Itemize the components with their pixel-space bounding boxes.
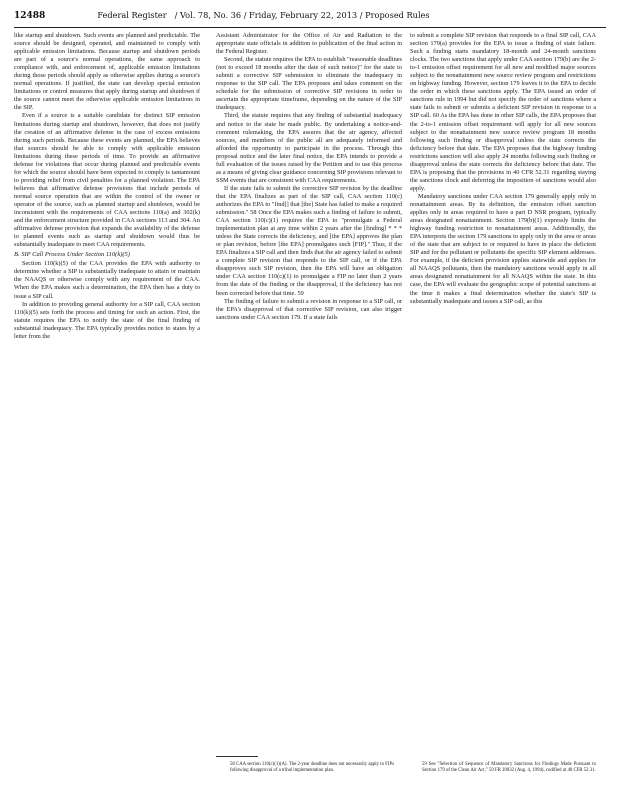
text-column-2 xyxy=(216,32,402,624)
text-column-1 xyxy=(14,32,200,784)
paragraph: In addition to providing general authority for a SIP call, CAA section 110(k)(5) sets forth the process and timing for such an action. First, the statute requires the EPA to notify the state of the final finding of substantial inadequacy. The EPA typically provides notice to states by a letter from the xyxy=(14,300,200,340)
paragraph: Even if a source is a suitable candidate for distinct SIP emission limitations during startup and shutdown, however, that does not justify the creation of an affirmative defense in the case of excess emissions during such periods. Because these events are planned, the EPA believes that sources should be able to comply with applicable emission limitations during these periods of time. To provide an affirmative defense for violations that occur during planned and predictable events for which the source should have been expected to comply is tantamount to providing relief from civil penalties for a planned violation. The EPA believes that affirmative defense provisions that include periods of normal source operation that are within the control of the owner or operator of the source, such as planned startup and shutdown, would be inconsistent with the requirements of CAA sections 110(a) and 302(k) and the enforcement structure provided in CAA sections 113 and 304. An affirmative defense provision that expands the availability of the defense to planned events such as startup and shutdown would thus be substantially inadequate to meet CAA requirements. xyxy=(14,112,200,249)
footnote: 59 See "Selection of Sequence of Mandatory Sanctions for Findings Made Pursuant to Section 179 of the Clean Air Act," 59 FR 39832 (Aug. 4, 1994), codified at 40 CFR 52.31. xyxy=(422,762,596,773)
paragraph: Section 110(k)(5) of the CAA provides the EPA with authority to determine whether a SIP is substantially inadequate to attain or maintain the NAAQS or otherwise comply with any requirement of the CAA. When the EPA makes such a determination, the EPA then has a duty to issue a SIP call. xyxy=(14,260,200,300)
publication-name: Federal Register xyxy=(97,10,167,20)
paragraph: Third, the statute requires that any finding of substantial inadequacy and notice to the state be made public. By undertaking a notice-and-comment rulemaking, the EPA assures that the air agency, affected sources, and members of the public all are adequately informed and afforded the opportunity to participate in the process. Through this proposal notice and the later final notice, the EPA intends to provide a full evaluation of the issues raised by the Petition and to use this process as a means of giving clear guidance concerning SIP provisions relevant to SSM events that are consistent with CAA requirements. xyxy=(216,112,402,184)
issue-info: / Vol. 78, No. 36 / Friday, February 22, 2013 / Proposed Rules xyxy=(174,10,430,20)
paragraph: The finding of failure to submit a revision in response to a SIP call, or the EPA's disapproval of that corrective SIP revision, can also trigger sanctions under CAA section 179. If a state fails xyxy=(216,297,402,321)
footnote-block-2 xyxy=(422,762,596,775)
page-number: 12488 xyxy=(14,11,46,21)
section-heading: B. SIP Call Process Under Section 110(k)(5) xyxy=(14,251,130,259)
running-header xyxy=(14,10,608,26)
paragraph: Assistant Administrator for the Office of Air and Radiation to the appropriate state officials in addition to publication of the final action in the Federal Register. xyxy=(216,32,402,56)
header-rule xyxy=(14,27,606,28)
footnote-rule xyxy=(216,756,258,757)
paragraph: Mandatory sanctions under CAA section 179 generally apply only in nonattainment areas. By its definition, the emission offset sanction applies only in areas required to have a part D NSR program, typically areas designated nonattainment. Section 179(b)(1) expressly limits the highway funding restriction to nonattainment areas. Additionally, the EPA interprets the section 179 sanctions to apply only in the area or areas of the state that are subject to or required to have in place the deficient SIP and for the pollutant or pollutants the specific SIP element addresses. For example, if the deficient provision applies statewide and applies for all NAAQS pollutants, then the mandatory sanctions would apply in all areas designated nonattainment for all NAAQS within the state. In this case, the EPA will evaluate the geographic scope of potential sanctions at the time it makes a final determination whether the state's SIP is substantially inadequate and issues a SIP call, as this xyxy=(410,192,596,305)
paragraph: If the state fails to submit the corrective SIP revision by the deadline that the EPA finalizes as part of the SIP call, CAA section 110(c) authorizes the EPA to "find[] that [the] State has failed to make a required submission." 58 Once the EPA makes such a finding of failure to submit, CAA section 110(c)(1) requires the EPA to "promulgate a Federal implementation plan at any time within 2 years after the [finding] * * * unless the State corrects the deficiency, and [the EPA] approves the plan or plan revision, before [the EPA] promulgates such [FIP]." Thus, if the EPA finalizes a SIP call and then finds that the air agency failed to submit a complete SIP revision that responds to the SIP call, or if the EPA disapproves such SIP revision, then the EPA will have an obligation under CAA section 110(c)(1) to promulgate a FIP no later than 2 years from the date of the finding or the disapproval, if the deficiency has not been corrected before that time. 59 xyxy=(216,184,402,297)
footnote: 58 CAA section 110(c)(1)(A). The 2-year deadline does not necessarily apply to FIPs following disapproval of a tribal implementation plan. xyxy=(230,762,394,773)
paragraph: like startup and shutdown. Such events are planned and predictable. The source should be designed, operated, and maintained to comply with applicable emission limitations. Because startup and shutdown periods are part of a source's normal operations, the same approach to compliance with, and enforcement of, applicable emission limitations during those periods should apply as otherwise applies during a source's normal operations. If justified, the state can develop special emission limitations or control measures that apply during startup and shutdown if the source cannot meet the otherwise applicable emission limitations in the SIP. xyxy=(14,32,200,112)
paragraph: Second, the statute requires the EPA to establish "reasonable deadlines (not to exceed 18 months after the date of such notice)" for the state to submit a corrective SIP submission to eliminate the inadequacy in response to the SIP call. The EPA proposes and takes comment on the schedule for the submission of corrective SIP revisions in order to ascertain the appropriate timeframe, depending on the nature of the SIP inadequacy. xyxy=(216,56,402,112)
footnote-block-1 xyxy=(230,762,394,775)
text-column-3 xyxy=(410,32,596,778)
paragraph: to submit a complete SIP revision that responds to a final SIP call, CAA section 179(a) provides for the EPA to issue a finding of state failure. Such a finding starts mandatory 18-month and 24-month sanctions clocks. The two sanctions that apply under CAA section 179(b) are the 2-to-1 emission offset requirement for all new and modified major sources subject to the nonattainment new source review program and restrictions on highway funding. However, section 179 leaves it to the EPA to decide the order in which these sanctions apply. The EPA issued an order of sanctions rule in 1994 but did not specify the order of sanctions where a state fails to submit or submits a deficient SIP revision in response to a SIP call. 60 As the EPA has done in other SIP calls, the EPA proposes that the 2-to-1 emission offset requirement will apply for all new sources subject to the nonattainment new source review program 18 months following such finding or disapproval unless the state corrects the deficiency before that date. The EPA proposes that the highway funding restrictions sanction will also apply 24 months following such finding or disapproval unless the state corrects the deficiency before that date. The EPA is proposing that the provisions in 40 CFR 52.31 regarding staying the sanctions clock and deferring the imposition of sanctions would also apply. xyxy=(410,32,596,192)
